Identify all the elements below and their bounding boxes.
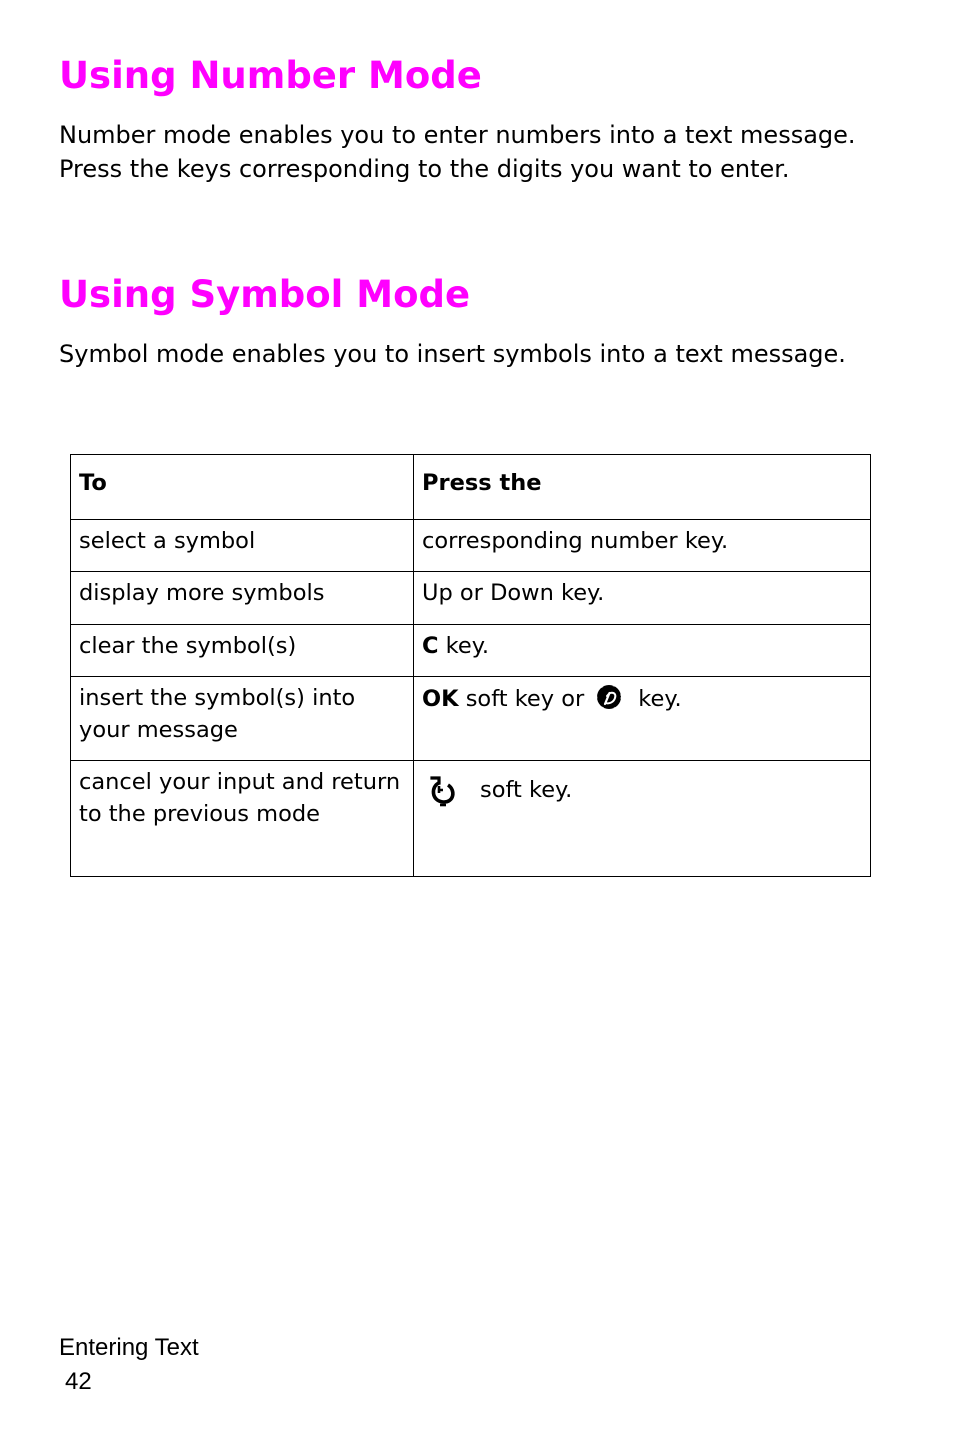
press-text: soft key or (458, 686, 585, 712)
ok-key-label: OK (422, 686, 459, 712)
table-cell-to: insert the symbol(s) into your message (71, 677, 414, 761)
section-body-symbol-mode: Symbol mode enables you to insert symbols into a text message. (59, 340, 846, 368)
footer-section-name: Entering Text (59, 1334, 199, 1361)
table-row (71, 572, 871, 625)
table-cell-to: cancel your input and return to the previous mode (71, 761, 414, 877)
section-title-number-mode: Using Number Mode (59, 54, 482, 97)
table-cell-to: clear the symbol(s) (71, 625, 414, 677)
table-cell-press (414, 677, 871, 761)
table-row (71, 677, 871, 761)
back-softkey-icon (422, 766, 480, 815)
symbol-mode-table (70, 454, 871, 877)
table-cell-press: corresponding number key. (414, 520, 871, 572)
table-header-press: Press the (414, 455, 871, 520)
press-text: key. (438, 633, 489, 659)
table-row (71, 625, 871, 677)
section-body-number-mode: Number mode enables you to enter numbers into a text message. Press the keys corresponding to the digits you want to enter. (59, 121, 856, 183)
press-text: key. (638, 686, 682, 712)
table-header-row (71, 455, 871, 520)
table-cell-press: Up or Down key. (414, 572, 871, 625)
footer-page-number: 42 (65, 1368, 92, 1395)
table-cell-to: display more symbols (71, 572, 414, 625)
table-header-to: To (71, 455, 414, 520)
press-text: soft key. (480, 777, 573, 803)
table-row (71, 520, 871, 572)
table-cell-press (414, 761, 871, 877)
ok-key-icon (584, 682, 638, 717)
table-cell-to: select a symbol (71, 520, 414, 572)
section-title-symbol-mode: Using Symbol Mode (59, 273, 471, 316)
table-cell-press (414, 625, 871, 677)
c-key-label: C (422, 633, 439, 659)
table-row (71, 761, 871, 877)
